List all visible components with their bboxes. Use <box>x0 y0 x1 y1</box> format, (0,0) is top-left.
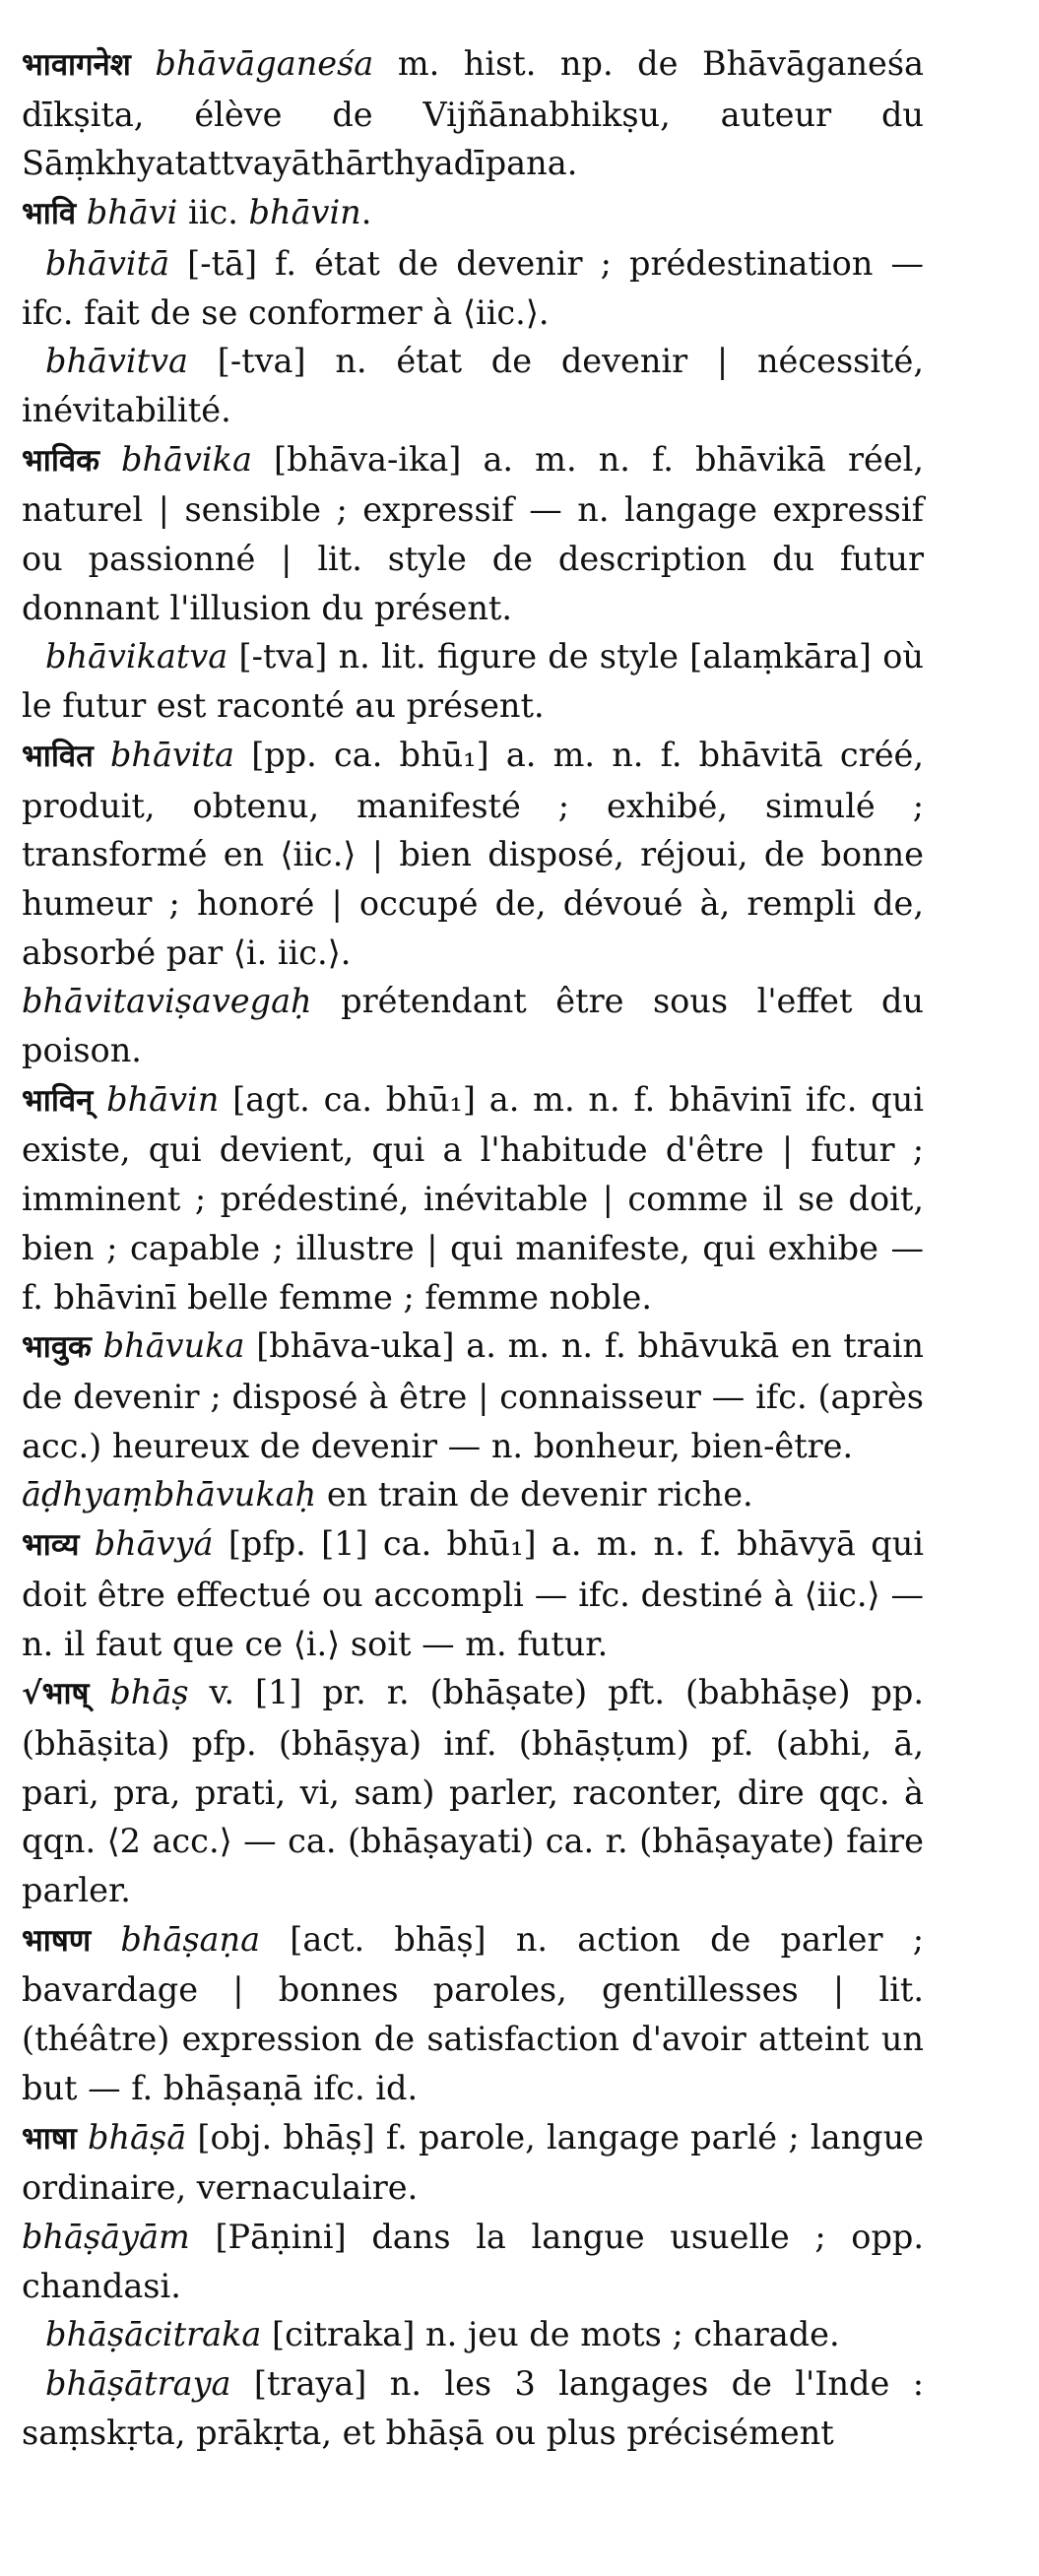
headword: bhāvuka <box>102 1326 245 1366</box>
sub-entry <box>22 2310 924 2359</box>
sub-entry <box>22 337 924 434</box>
sub-entry <box>22 632 924 730</box>
dictionary-entry <box>22 1519 924 1668</box>
sub-entry <box>22 239 924 337</box>
devanagari-headword: भाव्य <box>22 1527 80 1564</box>
sub-headword: bhāṣātraya <box>45 2364 231 2404</box>
dictionary-entry <box>22 1915 924 2113</box>
headword: bhāvita <box>109 735 235 774</box>
dictionary-entry <box>22 188 924 239</box>
devanagari-headword: भावुक <box>22 1329 92 1366</box>
devanagari-headword: भावित <box>22 738 94 774</box>
cross-reference: bhāvin <box>248 193 361 232</box>
phrase-entry <box>22 1470 924 1519</box>
devanagari-headword: भावागनेश <box>22 47 131 83</box>
headword: bhāṣā <box>88 2117 187 2157</box>
entry-text: . <box>360 193 372 232</box>
entry-text: [-tva] n. état de devenir | nécessité, inévitabilité. <box>22 342 924 429</box>
headword: bhāvin <box>106 1079 220 1119</box>
devanagari-headword: भाविक <box>22 442 99 479</box>
dictionary-entry <box>22 2113 924 2213</box>
devanagari-headword: भाविन् <box>22 1082 94 1119</box>
devanagari-headword: भावि <box>22 196 77 232</box>
phrase: āḍhyaṃbhāvukaḥ <box>22 1475 317 1514</box>
devanagari-headword: भाषा <box>22 2120 77 2157</box>
headword: bhāṣaṇa <box>120 1919 261 1959</box>
headword: bhāṣ <box>109 1673 189 1712</box>
phrase: bhāṣāyām <box>22 2217 190 2256</box>
dictionary-entry <box>22 1668 924 1915</box>
headword: bhāvyá <box>94 1524 214 1564</box>
entry-text: [pp. ca. bhū₁] a. m. n. f. bhāvitā créé, produit, obtenu, manifesté ; exhibé, simulé ; transformé en ⟨iic.⟩ | bien disposé, réjoui, de bonne humeur ; honoré | occupé de, dévoué à, rempli de, absorbé par ⟨i. iic.⟩. <box>22 735 924 972</box>
devanagari-headword: भाषण <box>22 1922 92 1959</box>
dictionary-entry <box>22 1321 924 1470</box>
sub-entry <box>22 2359 924 2457</box>
dictionary-entry <box>22 1075 924 1322</box>
entry-text: prétendant être sous l'effet du poison. <box>22 982 924 1070</box>
entry-text: [bhāva-ika] a. m. n. f. bhāvikā réel, naturel | sensible ; expressif — n. langage expressif ou passionné | lit. style de description du futur donnant l'illusion du présent. <box>22 439 925 627</box>
entry-text: [traya] n. les 3 langages de l'Inde : saṃskṛta, prākṛta, et bhāṣā ou plus précisément <box>22 2364 924 2452</box>
headword: bhāvika <box>121 439 252 479</box>
dictionary-entry <box>22 39 924 188</box>
entry-text: [act. bhāṣ] n. action de parler ; bavardage | bonnes paroles, gentillesses | lit. (théâtre) expression de satisfaction d'avoir atteint un but — f. bhāṣaṇā ifc. id. <box>22 1919 924 2107</box>
headword: bhāvi <box>86 193 178 232</box>
entry-text: [bhāva-uka] a. m. n. f. bhāvukā en train de devenir ; disposé à être | connaisseur — ifc. (après acc.) heureux de devenir — n. bonheur, bien-être. <box>22 1326 924 1465</box>
sub-headword: bhāvitva <box>45 342 188 381</box>
entry-text: [obj. bhāṣ] f. parole, langage parlé ; langue ordinaire, vernaculaire. <box>22 2117 924 2208</box>
entry-text: [pfp. [1] ca. bhū₁] a. m. n. f. bhāvyā qui doit être effectué ou accompli — ifc. destiné à ⟨iic.⟩ — n. il faut que ce ⟨i.⟩ soit — m. futur. <box>22 1524 924 1663</box>
headword: bhāvāganeśa <box>155 44 374 83</box>
entry-text: [Pāṇini] dans la langue usuelle ; opp. chandasi. <box>22 2217 924 2305</box>
entry-text: [agt. ca. bhū₁] a. m. n. f. bhāvinī ifc. qui existe, qui devient, qui a l'habitude d'être | futur ; imminent ; prédestiné, inévitable | comme il se doit, bien ; capable ; illustre | qui manifeste, qui exhibe — f. bhāvinī belle femme ; femme noble. <box>22 1079 924 1317</box>
phrase: bhāvitaviṣavegaḥ <box>22 982 312 1021</box>
sub-headword: bhāvikatva <box>45 637 228 676</box>
entry-text: [citraka] n. jeu de mots ; charade. <box>261 2315 840 2354</box>
sub-headword: bhāvitā <box>45 243 170 283</box>
entry-text: v. [1] pr. r. (bhāṣate) pft. (babhāṣe) pp. (bhāṣita) pfp. (bhāṣya) inf. (bhāṣṭum) pf. (abhi, ā, pari, pra, prati, vi, sam) parler, raconter, dire qqc. à qqn. ⟨2 acc.⟩ — ca. (bhāṣayati) ca. r. (bhāṣayate) faire parler. <box>22 1673 924 1910</box>
sub-headword: bhāṣācitraka <box>45 2315 262 2354</box>
entry-text: en train de devenir riche. <box>316 1475 753 1514</box>
entry-text: [-tā] f. état de devenir ; prédestination — ifc. fait de se conformer à ⟨iic.⟩. <box>22 243 924 332</box>
entry-text: [-tva] n. lit. figure de style [alaṃkāra] où le futur est raconté au présent. <box>22 637 924 726</box>
phrase-entry <box>22 2213 924 2310</box>
dictionary-entry <box>22 731 924 978</box>
phrase-entry <box>22 977 924 1074</box>
entry-text: m. hist. np. de Bhāvāganeśa dīkṣita, élève de Vijñānabhikṣu, auteur du Sāṃkhyatattvayāthārthyadīpana. <box>22 44 925 183</box>
devanagari-headword: √भाष् <box>22 1676 90 1712</box>
dictionary-entry <box>22 435 924 633</box>
entry-text: iic. <box>188 193 249 232</box>
